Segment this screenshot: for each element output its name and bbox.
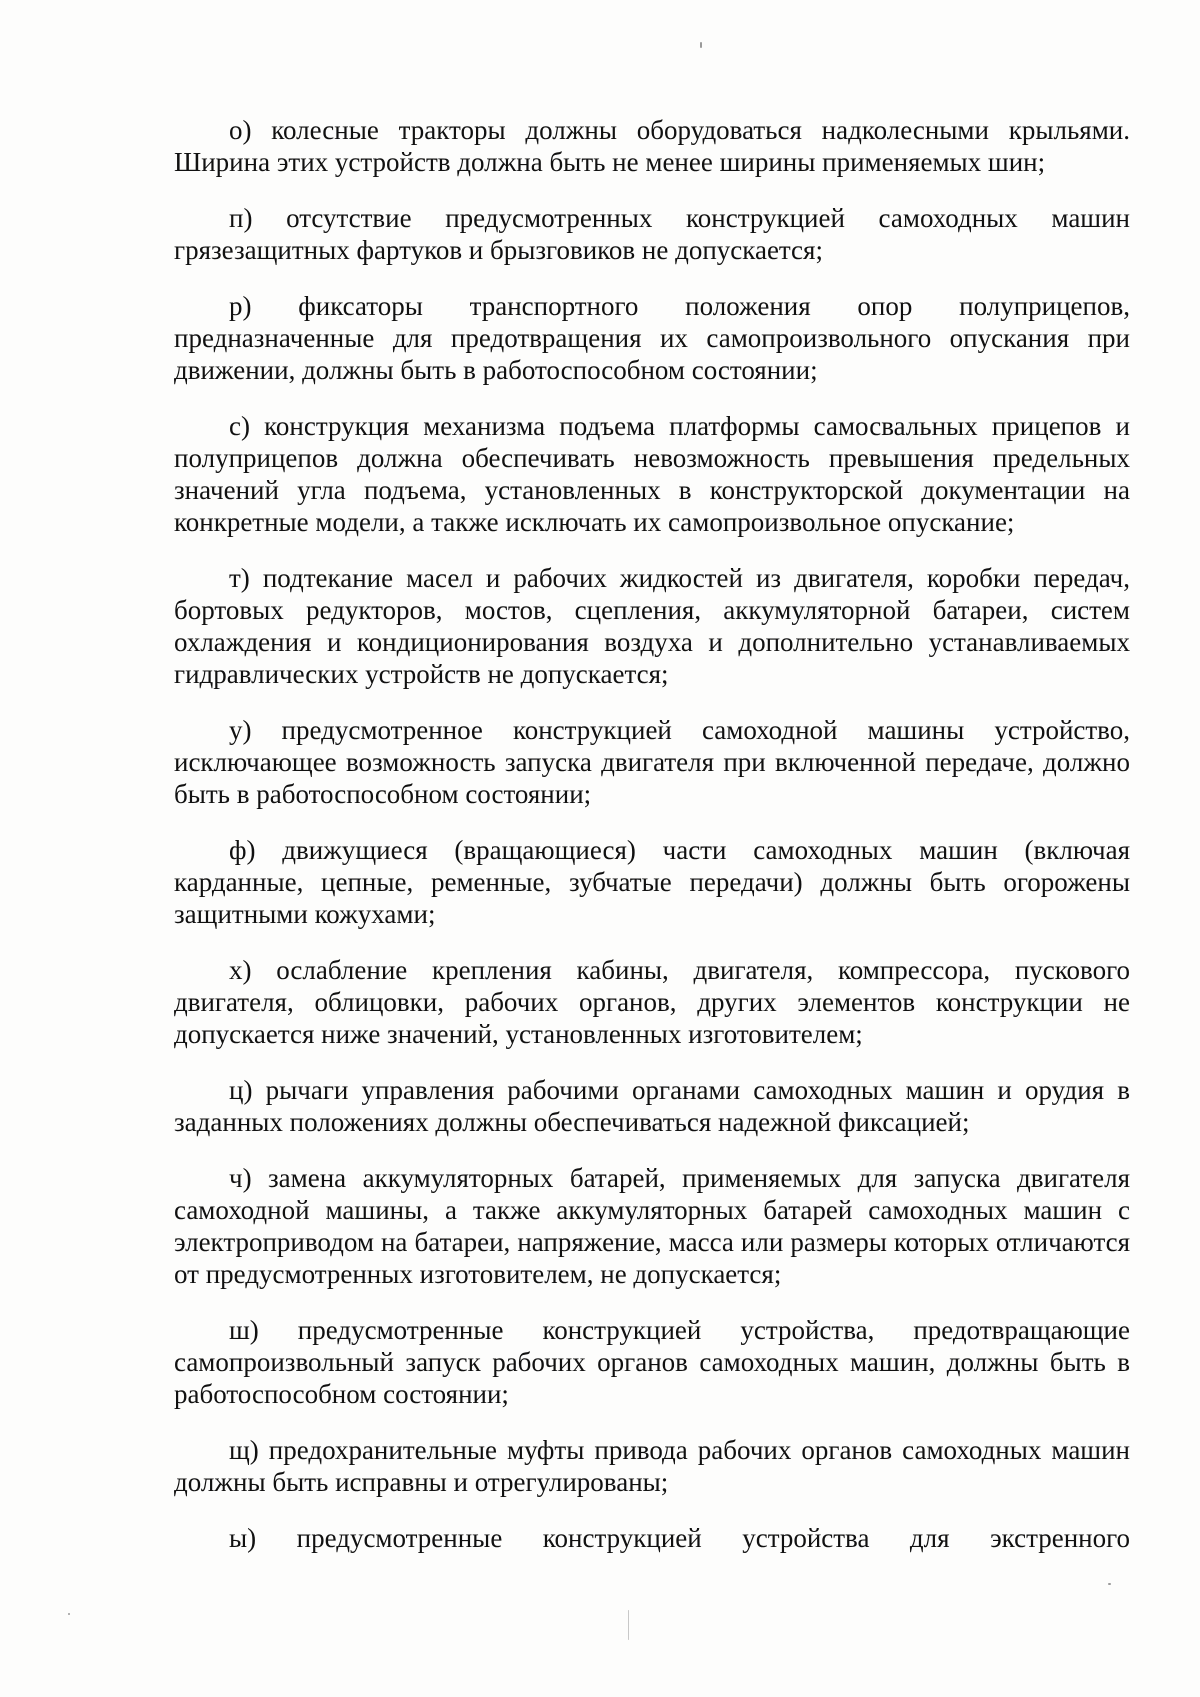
paragraph-ch: ч) замена аккумуляторных батарей, применяемых для запуска двигателя самоходной машины, а также аккумуляторных батарей самоходных машин с электроприводом на батареи, напряжение, масса или размеры которых отличаются от предусмотренных изготовителем, не допускается; bbox=[174, 1163, 1130, 1289]
paragraph-s: с) конструкция механизма подъема платформы самосвальных прицепов и полуприцепов должна обеспечивать невозможность превышения предельных значений угла подъема, установленных в конструкторской документации на конкретные модели, а также исключать их самопроизвольное опускание; bbox=[174, 411, 1130, 537]
paragraph-ts: ц) рычаги управления рабочими органами самоходных машин и орудия в заданных положениях должны обеспечиваться надежной фиксацией; bbox=[174, 1075, 1130, 1137]
scan-speck bbox=[700, 42, 702, 48]
paragraph-shch: щ) предохранительные муфты привода рабочих органов самоходных машин должны быть исправны и отрегулированы; bbox=[174, 1435, 1130, 1497]
scan-speck bbox=[1108, 1583, 1111, 1585]
paragraph-f: ф) движущиеся (вращающиеся) части самоходных машин (включая карданные, цепные, ременные, зубчатые передачи) должны быть огорожены защитными кожухами; bbox=[174, 835, 1130, 929]
paragraph-u: у) предусмотренное конструкцией самоходной машины устройство, исключающее возможность запуска двигателя при включенной передаче, должно быть в работоспособном состоянии; bbox=[174, 715, 1130, 809]
paragraph-p: п) отсутствие предусмотренных конструкцией самоходных машин грязезащитных фартуков и брызговиков не допускается; bbox=[174, 203, 1130, 265]
paragraph-sh: ш) предусмотренные конструкцией устройства, предотвращающие самопроизвольный запуск рабочих органов самоходных машин, должны быть в работоспособном состоянии; bbox=[174, 1315, 1130, 1409]
paragraph-y: ы) предусмотренные конструкцией устройства для экстренного bbox=[229, 1523, 1130, 1553]
scan-speck bbox=[68, 1613, 70, 1615]
paragraph-h: х) ослабление крепления кабины, двигателя, компрессора, пускового двигателя, облицовки, рабочих органов, других элементов конструкции не допускается ниже значений, установленных изготовителем; bbox=[174, 955, 1130, 1049]
paragraph-t: т) подтекание масел и рабочих жидкостей из двигателя, коробки передач, бортовых редукторов, мостов, сцепления, аккумуляторной батареи, систем охлаждения и кондиционирования воздуха и дополнительно устанавливаемых гидравлических устройств не допускается; bbox=[174, 563, 1130, 689]
paragraph-r: р) фиксаторы транспортного положения опор полуприцепов, предназначенные для предотвращения их самопроизвольного опускания при движении, должны быть в работоспособном состоянии; bbox=[174, 291, 1130, 385]
document-body bbox=[174, 114, 1130, 1578]
scan-speck bbox=[628, 1610, 629, 1640]
paragraph-o: о) колесные тракторы должны оборудоваться надколесными крыльями. Ширина этих устройств должна быть не менее ширины применяемых шин; bbox=[174, 115, 1130, 177]
